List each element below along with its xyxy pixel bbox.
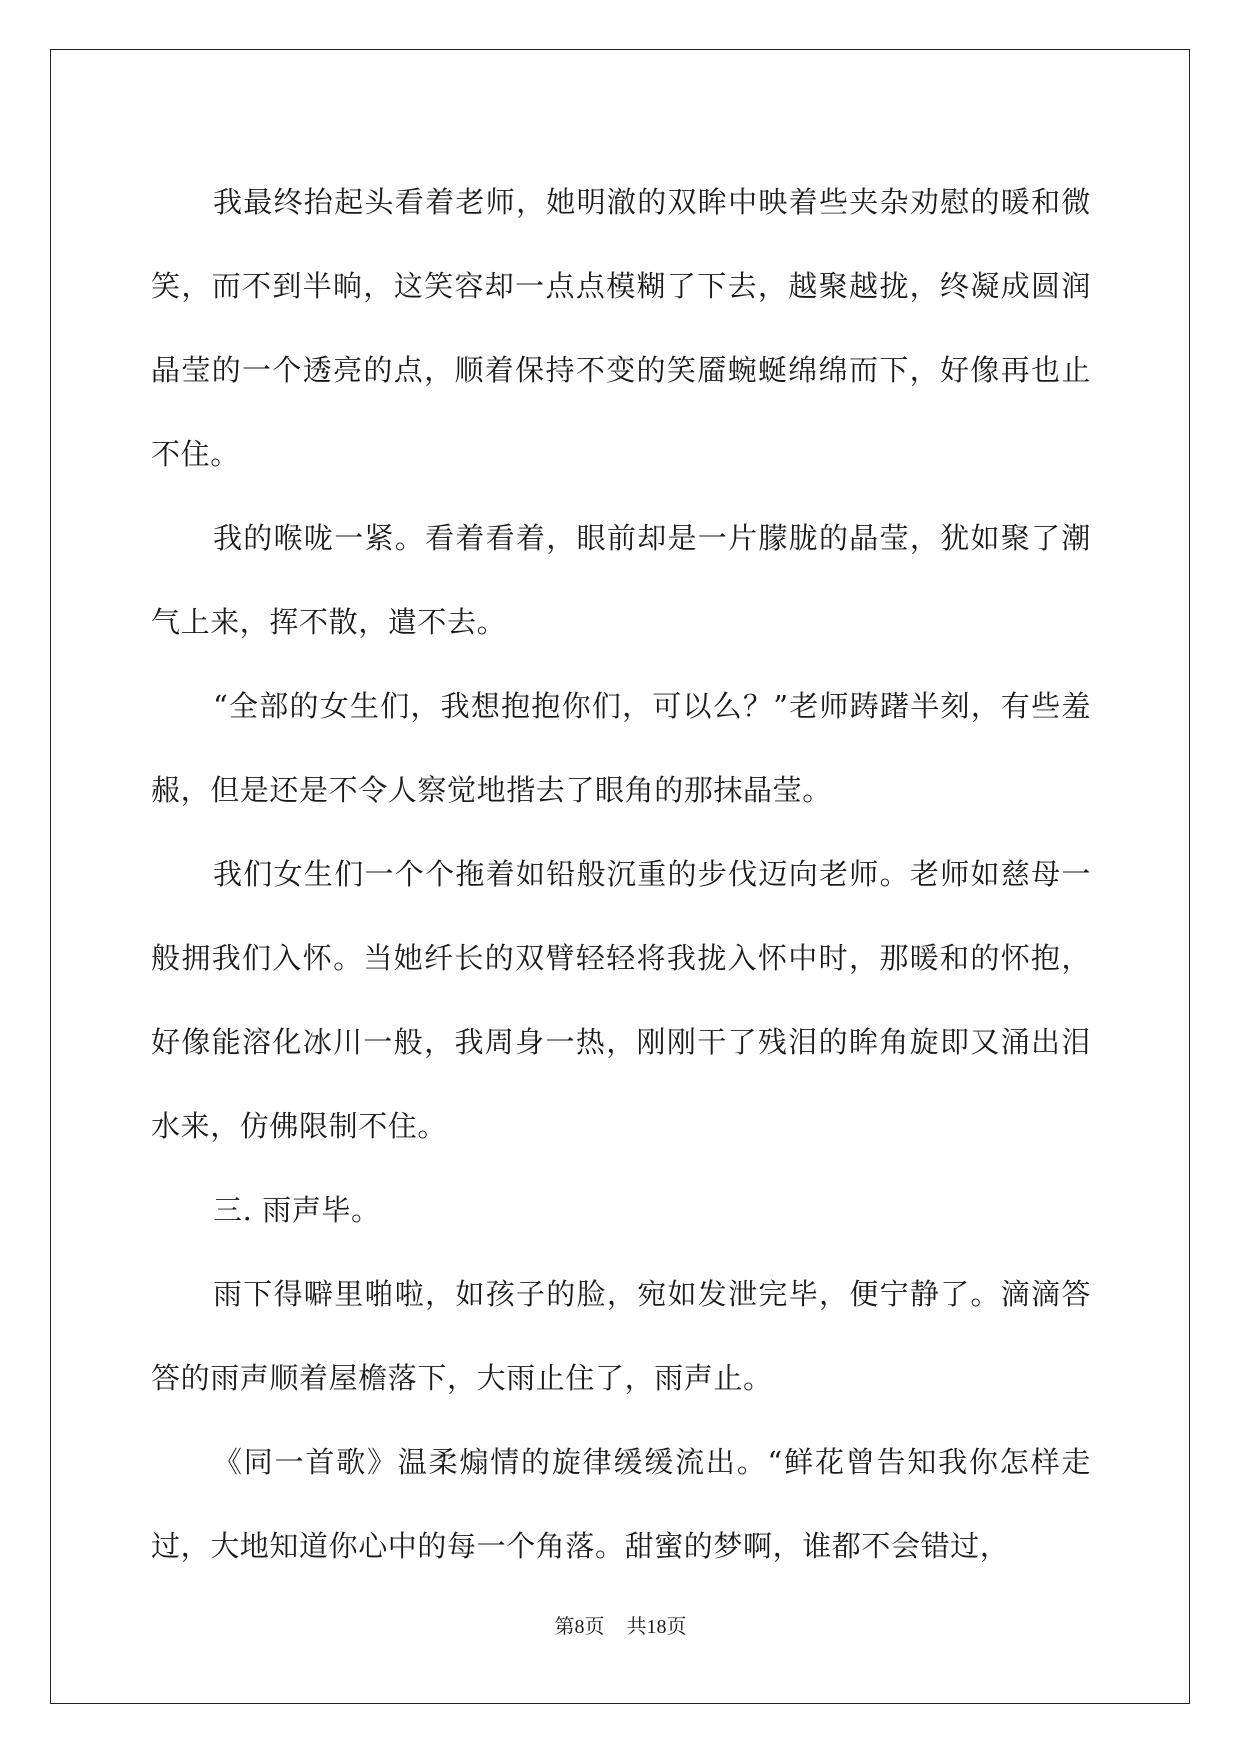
- total-page-count: 18: [646, 1616, 667, 1638]
- page-suffix: 页: [584, 1614, 605, 1638]
- total-suffix: 页: [666, 1614, 687, 1638]
- section-heading: 三. 雨声毕。: [213, 1193, 381, 1227]
- paragraph: “全部的女生们，我想抱抱你们，可以么？”老师踌躇半刻，有些羞赧，但是还是不令人察觉地揩去了眼角的那抹晶莹。: [151, 689, 1091, 807]
- document-body: [151, 160, 1091, 1588]
- paragraph: 雨下得噼里啪啦，如孩子的脸，宛如发泄完毕，便宁静了。滴滴答答的雨声顺着屋檐落下，大雨止住了，雨声止。: [151, 1277, 1091, 1395]
- paragraph: 我的喉咙一紧。看着看着，眼前却是一片朦胧的晶莹，犹如聚了潮气上来，挥不散，遣不去。: [151, 521, 1091, 639]
- paragraph: 我最终抬起头看着老师，她明澈的双眸中映着些夹杂劝慰的暖和微笑，而不到半晌，这笑容却一点点模糊了下去，越聚越拢，终凝成圆润晶莹的一个透亮的点，顺着保持不变的笑靥蜿蜒绵绵而下，好像再也止不住。: [151, 185, 1091, 471]
- page-prefix: 第: [554, 1614, 575, 1638]
- current-page-number: 8: [574, 1616, 585, 1638]
- paragraph: 我们女生们一个个拖着如铅般沉重的步伐迈向老师。老师如慈母一般拥我们入怀。当她纤长的双臂轻轻将我拢入怀中时，那暖和的怀抱，好像能溶化冰川一般，我周身一热，刚刚干了残泪的眸角旋即又涌出泪水来，仿佛限制不住。: [151, 857, 1091, 1143]
- page-number-footer: [0, 1614, 1241, 1639]
- paragraph: 《同一首歌》温柔煽情的旋律缓缓流出。“鲜花曾告知我你怎样走过，大地知道你心中的每一个角落。甜蜜的梦啊，谁都不会错过，: [151, 1445, 1091, 1563]
- total-prefix: 共: [626, 1614, 647, 1638]
